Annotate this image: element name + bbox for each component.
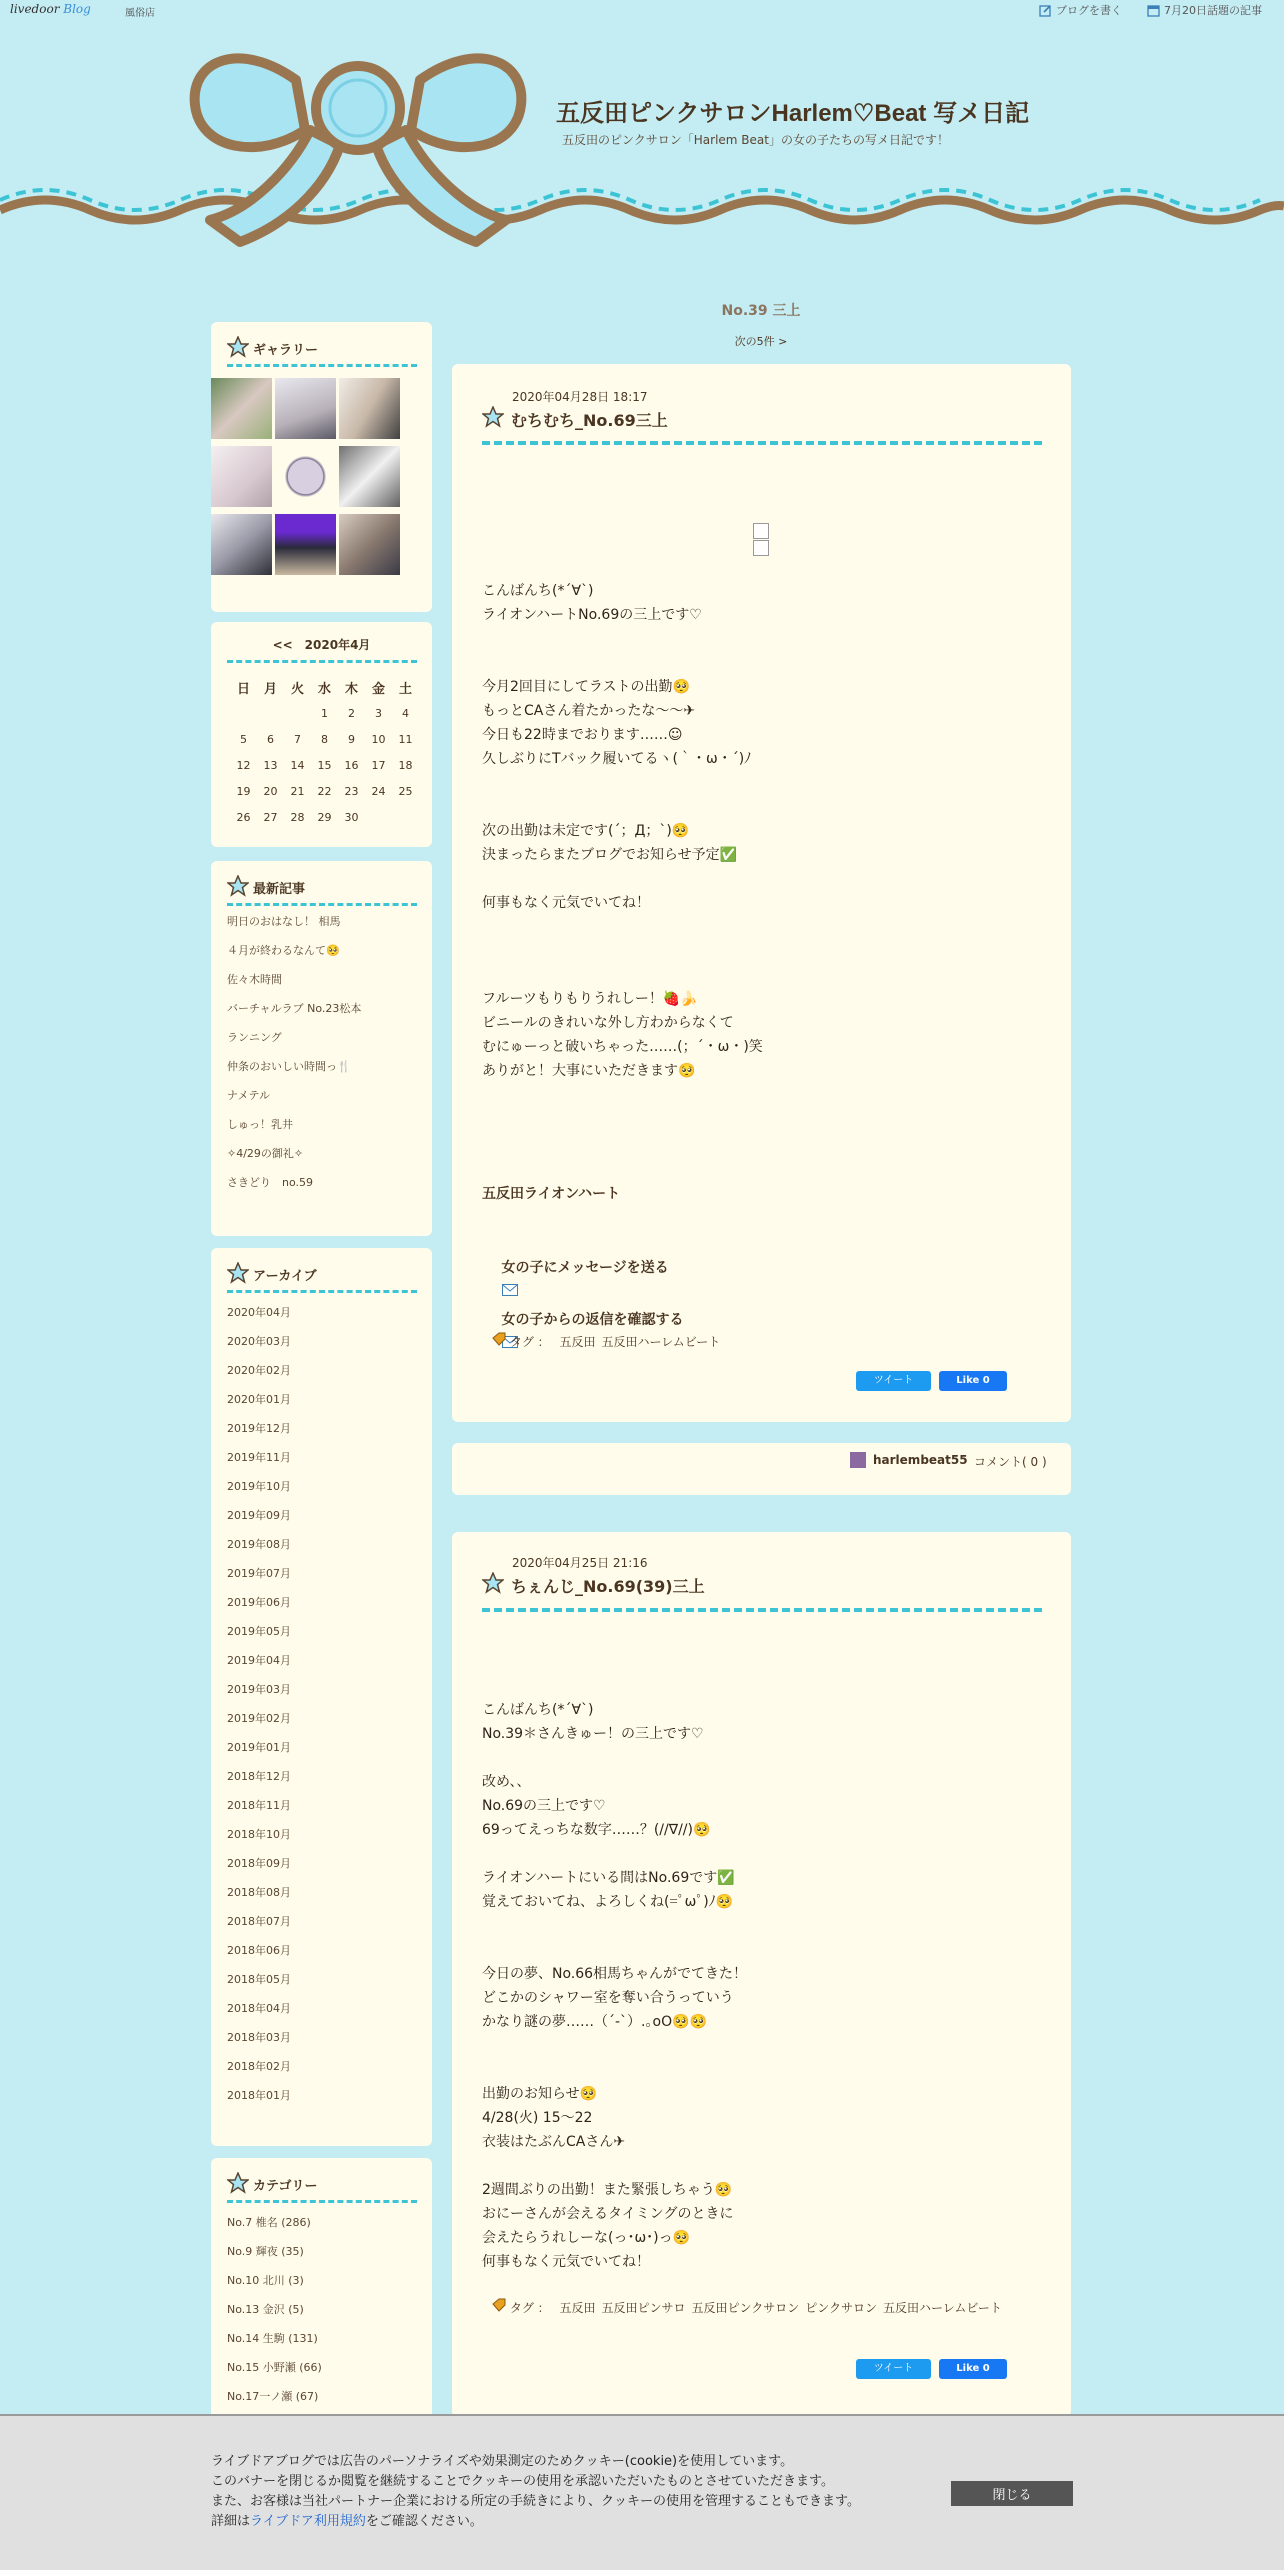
tag-link[interactable]: 五反田 (559, 2301, 596, 2315)
calendar-day (311, 700, 338, 726)
tag-link[interactable]: ピンクサロン (805, 2301, 878, 2315)
recent-post-link[interactable]: ランニング (227, 1031, 282, 1044)
calendar-day (365, 804, 392, 830)
archive-list (227, 1306, 291, 2118)
article-line: 4/28(火) 15〜22 (482, 2110, 593, 2126)
calendar-day-link[interactable]: 5 (240, 732, 247, 746)
archive-month-link[interactable]: 2018年02月 (227, 2060, 291, 2073)
weekday-header: 水 (317, 681, 331, 697)
article-line: こんばんち(*´∀`) (482, 583, 594, 599)
list-item (227, 1306, 291, 1335)
cookie-close-button[interactable]: 閉じる (951, 2481, 1073, 2506)
article-card (452, 364, 1071, 1422)
calendar-day (392, 752, 419, 778)
calendar-day (311, 752, 338, 778)
article-line: むにゅーっと破いちゃった……(；´・ω・)笑 (482, 1039, 763, 1055)
gallery-heading (227, 334, 417, 367)
archive-month-link[interactable]: 2020年04月 (227, 1306, 291, 1319)
tag-list (492, 2298, 1022, 2318)
store-category[interactable]: 風俗店 (125, 8, 155, 19)
gallery-thumb[interactable] (211, 514, 272, 575)
list-item (227, 1002, 361, 1031)
article-line: どこかのシャワー室を奪い合うっていう (482, 1990, 734, 2006)
article-date-link[interactable]: 2020年04月28日 (512, 390, 610, 404)
tag-link[interactable]: 五反田ピンクサロン (691, 2301, 800, 2315)
calendar-month: 2020年4月 (304, 638, 371, 652)
archive-month-link[interactable]: 2018年07月 (227, 1915, 291, 1928)
archive-month-link[interactable]: 2018年11月 (227, 1799, 291, 1812)
list-item (227, 915, 361, 944)
tag-link[interactable]: 五反田 (559, 1335, 596, 1349)
star-icon (227, 2172, 249, 2194)
calendar-week (230, 752, 419, 778)
author-name[interactable]: harlembeat55 (873, 1453, 968, 1467)
cookie-line: このバナーを閉じるか閲覧を継続することでクッキーの使用を承認いただいたものとさせていただきます。 (211, 2474, 834, 2489)
article-line: 今月2回目にしてラストの出勤🥺 (482, 679, 690, 695)
article-line: ビニールのきれいな外し方わからなくて (482, 1015, 734, 1031)
archive-month-link[interactable]: 2018年09月 (227, 1857, 291, 1870)
tag-list (492, 1332, 720, 1352)
calendar-day-link[interactable]: 26 (236, 810, 251, 824)
recent-post-link[interactable]: 明日のおはなし！ 相馬 (227, 915, 341, 928)
calendar-panel (211, 622, 432, 847)
gallery-thumb[interactable] (211, 446, 272, 507)
calendar-day (257, 700, 284, 726)
category-link[interactable]: No.15 小野瀬 (66) (227, 2361, 322, 2374)
calendar-day (311, 726, 338, 752)
article-line: 衣装はたぶんCAさん✈ (482, 2134, 626, 2150)
calendar-day (365, 778, 392, 804)
list-item (227, 1596, 291, 1625)
archive-month-link[interactable]: 2019年04月 (227, 1654, 291, 1667)
calendar-day (365, 726, 392, 752)
list-item (227, 2089, 291, 2118)
calendar-day-link[interactable]: 17 (371, 758, 386, 772)
calendar-day (365, 752, 392, 778)
calendar-week (230, 804, 419, 830)
calendar-day-link[interactable]: 4 (402, 706, 409, 720)
article-line: No.69の三上です♡ (482, 1798, 606, 1814)
category-title: カテゴリー (253, 2179, 318, 2194)
archive-month-link[interactable]: 2019年05月 (227, 1625, 291, 1638)
broken-image-icon (753, 540, 769, 556)
article-line: 久しぶりにTバック履いてるヽ(｀・ω・´)ﾉ (482, 751, 752, 767)
recent-posts-list (227, 915, 361, 1205)
calendar-day-link[interactable]: 15 (317, 758, 332, 772)
list-item (227, 1915, 291, 1944)
calendar-day (257, 804, 284, 830)
article-line: 決まったらまたブログでお知らせ予定✅ (482, 847, 738, 863)
weekday-header: 金 (371, 681, 385, 697)
article-line: フルーツもりもりうれしー！🍓🍌 (482, 991, 698, 1007)
recent-title: 最新記事 (253, 882, 306, 897)
cookie-line: ライブドアブログでは広告のパーソナライズや効果測定のためクッキー(cookie)を使用しています。 (211, 2454, 794, 2469)
cookie-banner (0, 2414, 1284, 2570)
gallery-thumb[interactable] (275, 446, 336, 507)
list-item (227, 1480, 291, 1509)
article-line: かなり謎の夢……（´-`）.｡oO🥺🥺 (482, 2014, 707, 2030)
article-title-text: ちぇんじ_No.69(39)三上 (511, 1577, 705, 1596)
gallery-thumb[interactable] (275, 514, 336, 575)
calendar-day-link[interactable]: 29 (317, 810, 332, 824)
pencil-icon (1039, 4, 1052, 17)
archive-month-link[interactable]: 2019年10月 (227, 1480, 291, 1493)
calendar-day (338, 752, 365, 778)
author-avatar (850, 1452, 866, 1468)
list-item (227, 1567, 291, 1596)
list-item (227, 1147, 361, 1176)
archive-panel (211, 1248, 432, 2146)
article-line: 出勤のお知らせ🥺 (482, 2086, 598, 2102)
list-item (227, 1451, 291, 1480)
calendar-day-link[interactable]: 23 (344, 784, 359, 798)
broken-image-icon (753, 523, 769, 539)
calendar-day-link[interactable]: 8 (321, 732, 328, 746)
calendar-day (230, 700, 257, 726)
article-date (512, 388, 648, 405)
gallery-title: ギャラリー (253, 343, 319, 358)
tag-label: タグ ： (509, 2301, 550, 2315)
calendar-day-link[interactable]: 19 (236, 784, 251, 798)
write-blog-link[interactable] (1039, 2, 1122, 18)
list-item (227, 973, 361, 1002)
archive-month-link[interactable]: 2018年10月 (227, 1828, 291, 1841)
article-title-divider (482, 441, 1042, 445)
calendar-day-link[interactable]: 25 (398, 784, 413, 798)
recent-post-link[interactable]: ✧4/29の御礼✧ (227, 1147, 304, 1160)
list-item (227, 1770, 291, 1799)
list-item (227, 1538, 291, 1567)
archive-month-link[interactable]: 2019年09月 (227, 1509, 291, 1522)
list-item (227, 2245, 322, 2274)
weekday-header: 日 (236, 681, 250, 697)
list-item (227, 1857, 291, 1886)
calendar-day-link[interactable]: 18 (398, 758, 413, 772)
comments-link[interactable]: コメント( 0 ) (974, 1455, 1047, 1469)
calendar-day-link[interactable]: 10 (371, 732, 386, 746)
cookie-text (211, 2452, 860, 2532)
article-line: もっとCAさん着たかったな〜〜✈ (482, 703, 696, 719)
article-line: No.39＊さんきゅー！の三上です♡ (482, 1726, 704, 1742)
cookie-detail-line (211, 2512, 860, 2532)
category-link[interactable]: No.13 金沢 (5) (227, 2303, 304, 2316)
cookie-line: また、お客様は当社パートナー企業における所定の手続きにより、クッキーの使用を管理することもできます。 (211, 2494, 860, 2509)
calendar-day-link[interactable]: 27 (263, 810, 278, 824)
list-item (227, 1089, 361, 1118)
recent-post-link[interactable]: バーチャルラブ No.23松本 (227, 1002, 362, 1015)
category-link[interactable]: No.17一ノ瀬 (67) (227, 2390, 319, 2403)
article-line: 69ってえっちな数字……？(//∇//)🥺 (482, 1822, 711, 1838)
calendar-prev-link[interactable]: << (272, 638, 293, 652)
list-item (227, 2216, 322, 2245)
calendar-day-link[interactable]: 9 (348, 732, 355, 746)
calendar-day-link[interactable]: 20 (263, 784, 278, 798)
article-time-link[interactable]: 18:17 (612, 390, 648, 404)
write-blog-label: ブログを書く (1056, 4, 1122, 17)
weekday-header: 土 (398, 681, 412, 697)
cookie-detail-prefix: 詳細は (211, 2514, 251, 2529)
gallery-panel (211, 322, 432, 612)
archive-month-link[interactable]: 2018年06月 (227, 1944, 291, 1957)
calendar-day (284, 700, 311, 726)
calendar-week (230, 778, 419, 804)
facebook-like-button[interactable]: Like 0 (939, 1371, 1007, 1391)
article-date (512, 1554, 648, 1571)
terms-link[interactable]: ライブドア利用規約 (250, 2514, 366, 2529)
calendar-day (338, 804, 365, 830)
recent-post-link[interactable]: さきどり no.59 (227, 1176, 314, 1189)
article-line: ありがと！大事にいただきます🥺 (482, 1063, 696, 1079)
calendar-day (284, 726, 311, 752)
category-link[interactable]: No.7 椎名 (286) (227, 2216, 311, 2229)
calendar-day (284, 752, 311, 778)
list-item (227, 1973, 291, 2002)
category-prefix: No.39 (721, 303, 768, 319)
list-item (227, 1625, 291, 1654)
trending-label: 7月20日話題の記事 (1164, 4, 1262, 17)
weekday-header: 木 (344, 681, 358, 697)
gallery-thumb[interactable] (339, 514, 400, 575)
calendar-day (257, 752, 284, 778)
archive-month-link[interactable]: 2020年03月 (227, 1335, 291, 1348)
calendar-day (338, 700, 365, 726)
archive-month-link[interactable]: 2019年01月 (227, 1741, 291, 1754)
archive-month-link[interactable]: 2019年11月 (227, 1451, 291, 1464)
calendar-day (392, 726, 419, 752)
next-page (652, 333, 870, 349)
article-line: ライオンハートNo.69の三上です♡ (482, 607, 702, 623)
archive-month-link[interactable]: 2018年03月 (227, 2031, 291, 2044)
category-list (227, 2216, 322, 2419)
article-date-link[interactable]: 2020年04月25日 (512, 1556, 610, 1570)
calendar-day-link[interactable]: 1 (321, 706, 328, 720)
calendar-day-link[interactable]: 7 (294, 732, 301, 746)
tag-link[interactable]: 五反田ハーレムビート (883, 2301, 1002, 2315)
calendar-day (257, 726, 284, 752)
list-item (227, 1422, 291, 1451)
calendar-day-link[interactable]: 16 (344, 758, 359, 772)
article-line: 今日の夢、No.66相馬ちゃんがでてきた！ (482, 1966, 748, 1982)
calendar-day (284, 778, 311, 804)
category-panel (211, 2158, 432, 2418)
archive-heading (227, 1260, 417, 1293)
archive-month-link[interactable]: 2020年01月 (227, 1393, 291, 1406)
recent-heading (227, 873, 417, 906)
article-line: 何事もなく元気でいてね！ (482, 2254, 650, 2270)
tag-link[interactable]: 五反田ピンサロ (601, 2301, 686, 2315)
calendar-day (311, 804, 338, 830)
trending-articles-link[interactable] (1147, 2, 1262, 18)
list-item (227, 1118, 361, 1147)
calendar-divider (227, 660, 417, 663)
calendar-week (230, 700, 419, 726)
tag-label: タグ ： (509, 1335, 550, 1349)
weekday-header: 月 (263, 681, 277, 697)
calendar-day (230, 726, 257, 752)
calendar-day-link[interactable]: 14 (290, 758, 305, 772)
category-link[interactable]: No.9 輝夜 (35) (227, 2245, 304, 2258)
list-item (227, 2274, 322, 2303)
archive-month-link[interactable]: 2019年02月 (227, 1712, 291, 1725)
archive-month-link[interactable]: 2020年02月 (227, 1364, 291, 1377)
calendar-day-link[interactable]: 30 (344, 810, 359, 824)
list-item (227, 2332, 322, 2361)
calendar-day-link[interactable]: 24 (371, 784, 386, 798)
site-subtitle: 五反田のピンクサロン「Harlem Beat」の女の子たちの写メ日記です！ (562, 133, 949, 147)
calendar-icon (1147, 4, 1160, 17)
list-item (227, 2303, 322, 2332)
recent-post-link[interactable]: ナメテル (227, 1089, 271, 1102)
article-line: 何事もなく元気でいてね！ (482, 895, 650, 911)
recent-post-link[interactable]: 佐々木時間 (227, 973, 282, 986)
recent-posts-panel (211, 861, 432, 1236)
archive-title: アーカイブ (253, 1269, 317, 1284)
list-item (227, 1944, 291, 1973)
tag-icon (492, 1332, 506, 1346)
calendar-day-link[interactable]: 11 (398, 732, 413, 746)
article-title-text: むちむち_No.69三上 (511, 411, 668, 430)
recent-post-link[interactable]: 仲条のおいしい時間っ🍴 (227, 1060, 351, 1073)
archive-month-link[interactable]: 2018年01月 (227, 2089, 291, 2102)
tag-icon (492, 2298, 506, 2312)
logo-blog-text: Blog (63, 2, 91, 16)
calendar-day (392, 804, 419, 830)
article-title-divider (482, 1608, 1042, 1612)
tweet-button[interactable]: ツイート (856, 2359, 931, 2379)
weekday-header: 火 (290, 681, 304, 697)
article-time-link[interactable]: 21:16 (612, 1556, 648, 1570)
calendar-day (257, 778, 284, 804)
list-item (227, 944, 361, 973)
archive-month-link[interactable]: 2018年05月 (227, 1973, 291, 1986)
livedoor-blog-logo[interactable] (10, 2, 91, 16)
calendar-day-link[interactable]: 28 (290, 810, 305, 824)
calendar-day (392, 778, 419, 804)
calendar-day (392, 700, 419, 726)
list-item (227, 1799, 291, 1828)
article-line: おにーさんが会えるタイミングのときに (482, 2206, 734, 2222)
article-card (452, 1532, 1071, 2417)
list-item (227, 2361, 322, 2390)
article-meta-bar (452, 1443, 1071, 1495)
list-item (227, 1509, 291, 1538)
site-title[interactable]: 五反田ピンクサロンHarlem♡Beat 写メ日記 (556, 100, 1030, 127)
article-line: 次の出勤は未定です(´；Д；`)🥺 (482, 823, 690, 839)
list-item (227, 1741, 291, 1770)
calendar-day-link[interactable]: 12 (236, 758, 251, 772)
list-item (227, 1828, 291, 1857)
gallery-thumb[interactable] (211, 378, 272, 439)
calendar-day (284, 804, 311, 830)
article-line: 今日も22時までおります……☺ (482, 727, 683, 743)
archive-month-link[interactable]: 2019年12月 (227, 1422, 291, 1435)
recent-post-link[interactable]: ４月が終わるなんて🥺 (227, 944, 340, 957)
category-link[interactable]: No.10 北川 (3) (227, 2274, 304, 2287)
top-bar (0, 0, 1284, 20)
archive-month-link[interactable]: 2019年07月 (227, 1567, 291, 1580)
archive-month-link[interactable]: 2019年08月 (227, 1538, 291, 1551)
list-item (227, 1886, 291, 1915)
star-icon (227, 1262, 249, 1284)
category-heading (227, 2170, 417, 2203)
archive-month-link[interactable]: 2019年06月 (227, 1596, 291, 1609)
tweet-button[interactable]: ツイート (856, 1371, 931, 1391)
calendar-day-link[interactable]: 21 (290, 784, 305, 798)
shop-name: 五反田ライオンハート (482, 1186, 621, 1202)
list-item (227, 2031, 291, 2060)
star-icon (227, 336, 249, 358)
gallery-thumb[interactable] (339, 378, 400, 439)
calendar-day (230, 804, 257, 830)
category-heading-main (652, 300, 870, 320)
calendar-day (365, 700, 392, 726)
calendar-day (338, 778, 365, 804)
calendar-day (311, 778, 338, 804)
calendar-day (338, 726, 365, 752)
calendar-table (230, 674, 419, 830)
article-line: 会えたらうれしーな(っ･ω･)っ🥺 (482, 2230, 691, 2246)
star-icon (482, 1572, 504, 1594)
send-message-text: 女の子にメッセージを送る (501, 1260, 669, 1276)
logo-main-text: livedoor (10, 2, 60, 16)
list-item (227, 2060, 291, 2089)
archive-month-link[interactable]: 2018年04月 (227, 2002, 291, 2015)
list-item (227, 1393, 291, 1422)
gallery-thumb[interactable] (275, 378, 336, 439)
calendar-week (230, 726, 419, 752)
category-link[interactable]: No.14 生駒 (131) (227, 2332, 318, 2345)
list-item (227, 1060, 361, 1089)
archive-month-link[interactable]: 2018年08月 (227, 1886, 291, 1899)
calendar-day (230, 752, 257, 778)
calendar-day (230, 778, 257, 804)
list-item (227, 1683, 291, 1712)
article-line: こんばんち(*´∀`) (482, 1702, 594, 1718)
calendar-day-link[interactable]: 6 (267, 732, 274, 746)
facebook-like-button[interactable]: Like 0 (939, 2359, 1007, 2379)
calendar-header (211, 636, 432, 653)
check-reply-text: 女の子からの返信を確認する (501, 1312, 684, 1328)
list-item (227, 1364, 291, 1393)
list-item (227, 1176, 361, 1205)
gallery-thumb[interactable] (339, 446, 400, 507)
list-item (227, 2002, 291, 2031)
list-item (227, 1031, 361, 1060)
list-item (227, 1335, 291, 1364)
tag-link[interactable]: 五反田ハーレムビート (601, 1335, 721, 1349)
list-item (227, 1654, 291, 1683)
calendar-day-link[interactable]: 3 (375, 706, 382, 720)
calendar-day-link[interactable]: 22 (317, 784, 332, 798)
cookie-detail-suffix: をご確認ください。 (365, 2514, 483, 2529)
star-icon (482, 406, 504, 428)
article-line: 覚えておいてね、よろしくね(=ﾟωﾟ)ﾉ🥺 (482, 1894, 734, 1910)
next-five-link[interactable]: 次の5件 > (734, 335, 788, 348)
category-link[interactable]: 三上 (772, 303, 801, 319)
recent-post-link[interactable]: しゅっ！乳井 (227, 1118, 293, 1131)
article-line: 改め、、 (482, 1774, 531, 1790)
calendar-day-link[interactable]: 13 (263, 758, 278, 772)
calendar-day-link[interactable]: 2 (348, 706, 355, 720)
article-line: ライオンハートにいる間はNo.69です✅ (482, 1870, 735, 1886)
list-item (227, 1712, 291, 1741)
article-line: 2週間ぶりの出勤！また緊張しちゃう🥺 (482, 2182, 733, 2198)
star-icon (227, 875, 249, 897)
archive-month-link[interactable]: 2019年03月 (227, 1683, 291, 1696)
archive-month-link[interactable]: 2018年12月 (227, 1770, 291, 1783)
